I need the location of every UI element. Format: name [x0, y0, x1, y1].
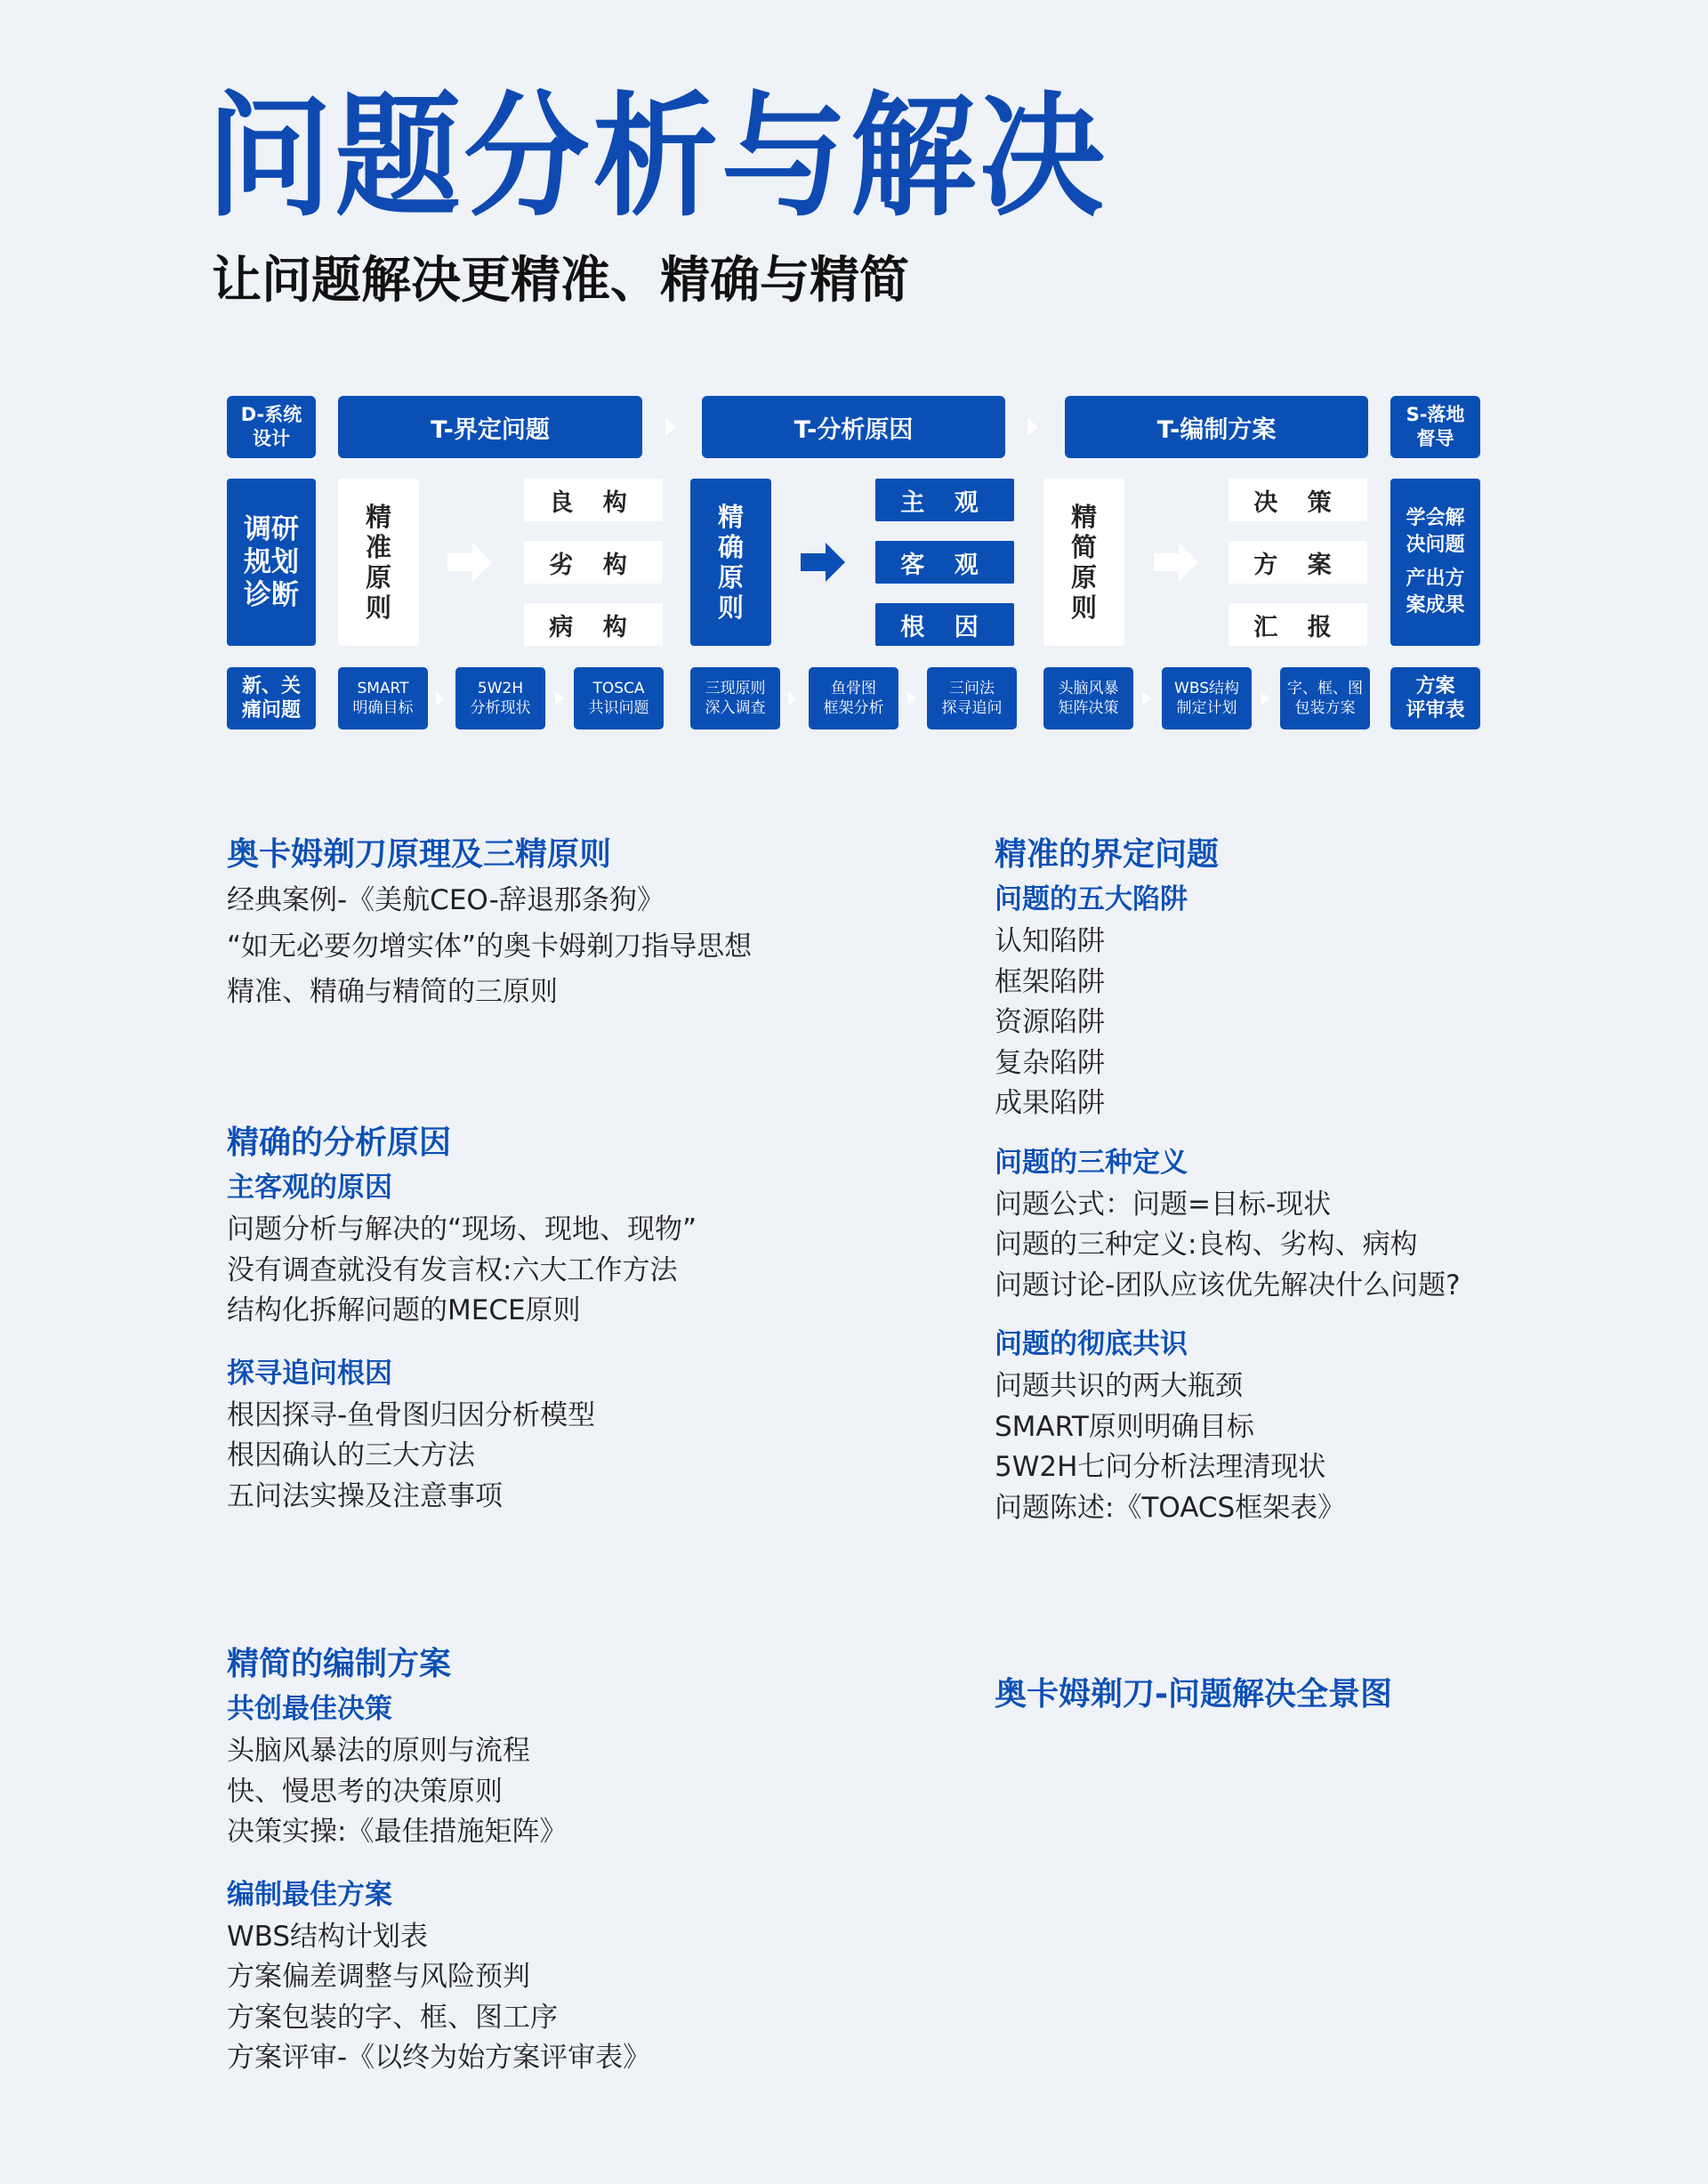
section-title: 奥卡姆剃刀原理及三精原则 — [227, 836, 612, 873]
tool-box: SMART 明确目标 — [338, 667, 428, 729]
cause-list — [875, 479, 1014, 646]
list-item: 问题公式：问题=目标-现状 — [995, 1188, 1332, 1221]
list-item: 问题共识的两大瓶颈 — [995, 1370, 1243, 1402]
process-diagram — [0, 0, 1708, 801]
sub-heading: 问题的五大陷阱 — [995, 883, 1188, 915]
outcome-box: 学会解决问题 产出方案成果 — [1390, 479, 1480, 646]
left-column — [227, 833, 903, 1013]
list-item: 5W2H七问分析法理清现状 — [995, 1451, 1326, 1483]
left-column — [227, 1642, 903, 2079]
list-item: 方案包装的字、框、图工序 — [227, 2001, 558, 2034]
right-column — [995, 1672, 1671, 1717]
plan-list — [1229, 479, 1367, 646]
principle-simple-box: 精简原则 — [1043, 479, 1124, 646]
arrow-right-icon — [801, 543, 845, 582]
tool-box: 方案 评审表 — [1390, 667, 1480, 729]
main-title: 问题分析与解决 — [206, 80, 1108, 235]
top-box-make-plan: T-编制方案 — [1065, 396, 1368, 458]
list-item: 经典案例-《美航CEO-辞退那条狗》 — [227, 884, 665, 916]
list-item: WBS结构计划表 — [227, 1920, 429, 1953]
list-item: 没有调查就没有发言权:六大工作方法 — [227, 1253, 678, 1286]
principle-accurate-box: 精确原则 — [690, 479, 771, 646]
tool-box: 三现原则 深入调查 — [690, 667, 780, 729]
structure-item: 良 构 — [524, 479, 663, 521]
cause-item: 客 观 — [875, 541, 1014, 584]
sub-title: 让问题解决更精准、精确与精简 — [212, 252, 909, 310]
list-item: 框架陷阱 — [995, 965, 1105, 998]
list-item: SMART原则明确目标 — [995, 1410, 1254, 1443]
tool-box: 字、框、图 包装方案 — [1280, 667, 1370, 729]
list-item: 成果陷阱 — [995, 1087, 1105, 1119]
structure-list — [524, 479, 663, 646]
tool-box: 头脑风暴 矩阵决策 — [1043, 667, 1133, 729]
list-item: 五问法实操及注意事项 — [227, 1479, 503, 1512]
arrow-right-icon — [665, 418, 676, 436]
section-title: 精简的编制方案 — [227, 1646, 452, 1682]
section-title: 精准的界定问题 — [995, 836, 1220, 873]
principle-precise-box: 精准原则 — [338, 479, 419, 646]
list-item: 方案偏差调整与风险预判 — [227, 1961, 530, 1993]
list-item: 资源陷阱 — [995, 1006, 1105, 1038]
list-item: 快、慢思考的决策原则 — [227, 1775, 503, 1808]
arrow-right-icon — [907, 691, 916, 705]
arrow-right-icon — [1142, 691, 1151, 705]
sub-heading: 问题的三种定义 — [995, 1146, 1188, 1179]
section-title: 精确的分析原因 — [227, 1124, 452, 1161]
research-box: 调研规划诊断 — [227, 479, 316, 646]
left-column — [227, 1121, 903, 1517]
right-column — [995, 833, 1671, 1528]
arrow-right-icon — [1261, 691, 1269, 705]
sub-heading: 编制最佳方案 — [227, 1878, 392, 1911]
plan-item: 方 案 — [1229, 541, 1367, 584]
list-item: “如无必要勿增实体”的奥卡姆剃刀指导思想 — [227, 930, 753, 963]
structure-item: 病 构 — [524, 603, 663, 646]
arrow-right-icon — [436, 691, 445, 705]
list-item: 问题的三种定义:良构、劣构、病构 — [995, 1229, 1418, 1261]
list-item: 认知陷阱 — [995, 925, 1105, 957]
plan-item: 汇 报 — [1229, 603, 1367, 646]
list-item: 根因探寻-鱼骨图归因分析模型 — [227, 1398, 596, 1431]
list-item: 决策实操:《最佳措施矩阵》 — [227, 1816, 568, 1848]
list-item: 结构化拆解问题的MECE原则 — [227, 1294, 581, 1326]
tool-box: 三问法 探寻追问 — [927, 667, 1017, 729]
tool-box: 新、关 痛问题 — [227, 667, 316, 729]
top-box-system-design: D-系统设计 — [227, 396, 316, 458]
list-item: 问题陈述:《TOACS框架表》 — [995, 1491, 1346, 1524]
arrow-right-icon — [555, 691, 564, 705]
sub-heading: 问题的彻底共识 — [995, 1328, 1188, 1360]
list-item: 根因确认的三大方法 — [227, 1439, 475, 1471]
top-box-define-problem: T-界定问题 — [338, 396, 642, 458]
list-item: 问题讨论-团队应该优先解决什么问题? — [995, 1269, 1461, 1302]
arrow-right-icon — [788, 691, 797, 705]
cause-item: 主 观 — [875, 479, 1014, 521]
sub-heading: 共创最佳决策 — [227, 1693, 392, 1725]
arrow-right-icon — [1154, 543, 1198, 582]
plan-item: 决 策 — [1229, 479, 1367, 521]
tool-box: TOSCA 共识问题 — [574, 667, 664, 729]
section-title: 奥卡姆剃刀-问题解决全景图 — [995, 1676, 1392, 1713]
list-item: 精准、精确与精简的三原则 — [227, 976, 558, 1008]
list-item: 方案评审-《以终为始方案评审表》 — [227, 2042, 651, 2074]
tool-box: 鱼骨图 框架分析 — [809, 667, 898, 729]
top-box-analyze-cause: T-分析原因 — [702, 396, 1005, 458]
list-item: 问题分析与解决的“现场、现地、现物” — [227, 1213, 697, 1245]
arrow-right-icon — [447, 543, 492, 582]
sub-heading: 主客观的原因 — [227, 1172, 392, 1204]
sub-heading: 探寻追问根因 — [227, 1357, 392, 1390]
list-item: 头脑风暴法的原则与流程 — [227, 1735, 530, 1767]
cause-item: 根 因 — [875, 603, 1014, 646]
top-box-supervise: S-落地督导 — [1390, 396, 1480, 458]
tool-box: WBS结构 制定计划 — [1162, 667, 1252, 729]
list-item: 复杂陷阱 — [995, 1046, 1105, 1079]
structure-item: 劣 构 — [524, 541, 663, 584]
arrow-right-icon — [1027, 418, 1038, 436]
tool-box: 5W2H 分析现状 — [455, 667, 545, 729]
